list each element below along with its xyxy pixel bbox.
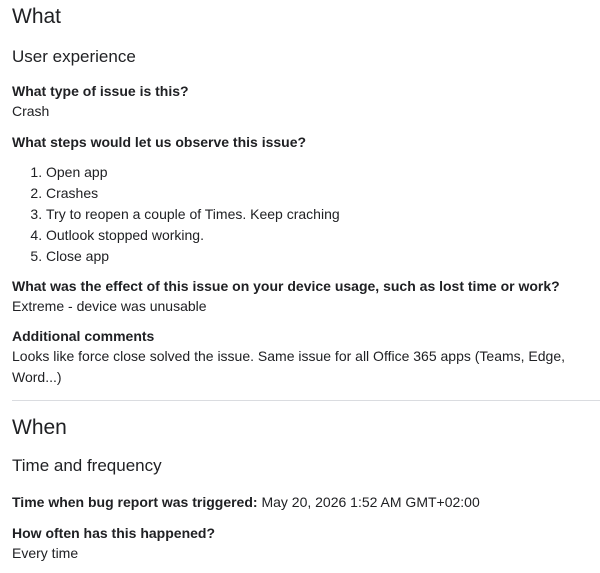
effect-block: [12, 276, 588, 317]
when-heading: When: [12, 416, 67, 439]
steps-block: [12, 132, 588, 267]
steps-label: What steps would let us observe this issue?: [12, 134, 307, 150]
steps-list: [12, 162, 588, 267]
when-section: [12, 401, 588, 564]
comments-block: [12, 326, 588, 388]
how-often-label: How often has this happened?: [12, 525, 216, 541]
issue-type-label: What type of issue is this?: [12, 83, 189, 99]
triggered-block: [12, 492, 588, 512]
list-item: 5. Close app: [46, 246, 588, 267]
user-experience-heading: User experience: [12, 47, 136, 66]
how-often-block: [12, 523, 588, 564]
triggered-label: Time when bug report was triggered:: [12, 494, 258, 510]
time-frequency-heading: Time and frequency: [12, 456, 162, 475]
what-heading: What: [12, 5, 62, 28]
effect-value: Extreme - device was unusable: [12, 298, 207, 314]
issue-type-block: [12, 81, 588, 122]
comments-value: Looks like force close solved the issue. Same issue for all Office 365 apps (Teams, Edge, Word...): [12, 348, 566, 385]
list-item: 4. Outlook stopped working.: [46, 225, 588, 246]
how-often-value: Every time: [12, 545, 79, 561]
effect-label: What was the effect of this issue on your device usage, such as lost time or work?: [12, 278, 560, 294]
triggered-row: [12, 492, 588, 512]
what-section: [12, 0, 588, 388]
triggered-value: May 20, 2026 1:52 AM GMT+02:00: [261, 494, 480, 510]
comments-label: Additional comments: [12, 328, 155, 344]
list-item: 3. Try to reopen a couple of Times. Keep craching: [46, 204, 588, 225]
list-item: 2. Crashes: [46, 183, 588, 204]
list-item: 1. Open app: [46, 162, 588, 183]
issue-type-value: Crash: [12, 103, 50, 119]
